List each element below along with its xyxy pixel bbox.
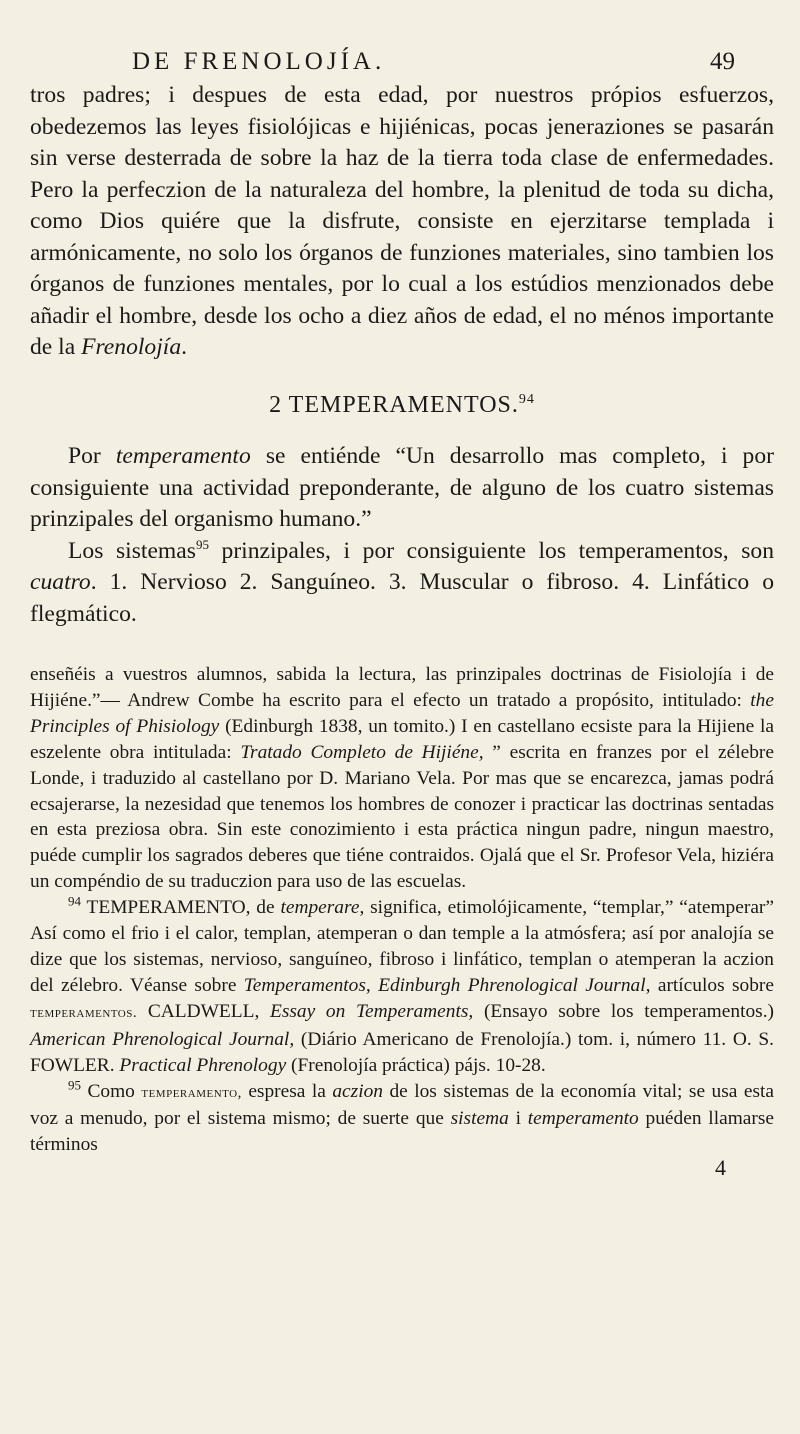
section-heading xyxy=(30,390,774,422)
footnote-ref-95: 95 xyxy=(195,536,209,552)
page-number: 49 xyxy=(710,48,735,75)
fn94-g: CALDWELL, xyxy=(137,1000,270,1022)
fn95-f: sistema xyxy=(450,1108,509,1130)
footnotes xyxy=(30,662,775,1181)
definition-paragraph xyxy=(30,441,774,536)
fn-cont-a: enseñéis a vuestros alumnos, sabida la lectura, las prinzipales doctrinas de Fisiolojía i de Hijiéne.”— Andrew Combe ha escrito para el efecto un tratado a propósito, intitulado: xyxy=(30,664,774,711)
footnote-95 xyxy=(30,1079,774,1159)
fn-cont-e: ” escrita en franzes por el zélebre Londe, i traduzido al castellano por D. Mariano Vela. Por mas que se encarezca, jamas podrá ecsajerarse, la nezesidad que tenemos los hombres de conozer i practicar las doctrinas sentadas en esta preziosa obra. Sin este conozimiento i esta práctica ningun padre, ningun maestro, puéde cumplir los sagrados deberes que tiéne contraidos. Ojalá que el Sr. Profesor Vela, hiziéra un compéndio de su traduczion para uso de las escuelas. xyxy=(30,741,774,893)
fn94-f: temperamentos. xyxy=(30,1004,138,1021)
systems-count: cuatro xyxy=(30,569,91,595)
footnote-continuation xyxy=(30,662,774,895)
intro-text: tros padres; i despues de esta edad, por nuestros própios esfuerzos, obedezemos las leyes fisiolójicas e hijiénicas, pocas jeneraziones se pasarán sin verse desterrada de sobre la haz de la tierra toda clase de enfermedades. Pero la perfeczion de la naturaleza del hombre, la plenitud de toda su dicha, como Dios quiére que la disfrute, consiste en ejerzitarse templada i armónicamente, no solo los órganos de funziones materiales, sino tambien los órganos de funziones mentales, por lo cual a los estúdios menzionados debe añadir el hombre, desde los ocho a diez años de edad, el no ménos importante de la xyxy=(30,82,774,360)
systems-middle: prinzipales, i por consiguiente los temperamentos, son xyxy=(208,537,774,564)
definition-term: temperamento xyxy=(115,443,251,469)
fn95-a: Como xyxy=(81,1080,142,1102)
fn94-j: American Phrenological Journal, xyxy=(30,1028,295,1050)
fn94-b: temperare xyxy=(280,897,360,919)
fn-cont-c: (Edinburgh 1838, un tomito.) I en castellano ecsiste para la Hijiene la eszelente obra intitulada: xyxy=(30,715,775,763)
footnote-94 xyxy=(30,895,774,1078)
fn94-k: (Diário Americano de Frenolojía.) tom. i, número 11. O. S. FOWLER. xyxy=(30,1028,774,1076)
running-title: DE FRENOLOJÍA. xyxy=(132,48,386,75)
signature-mark: 4 xyxy=(715,1155,726,1181)
fn95-h: temperamento xyxy=(527,1108,639,1130)
fn94-h: Essay on Temperaments, xyxy=(270,1000,474,1022)
fn94-a: TEMPERAMENTO, de xyxy=(81,897,281,919)
intro-italic: Frenolojía xyxy=(81,334,182,360)
fn94-c: , significa, etimolójicamente, “templar,” “atemperar” Así como el frio i el calor, templan, atemperan o dan temple a la atmósfera; así por analojía se dize que los sistemas, nervioso, sanguíneo, fibroso i linfático, templan o atemperan la aczion del zélebro. Véanse sobre xyxy=(30,897,774,996)
fn95-d: aczion xyxy=(332,1080,383,1102)
fn94-e: artículos sobre xyxy=(650,974,774,996)
systems-rest: . 1. Nervioso 2. Sanguíneo. 3. Muscular o fibroso. 4. Linfático o flegmático. xyxy=(30,569,774,627)
fn95-i: puéden llamarse términos xyxy=(30,1108,774,1156)
fn94-m: (Frenolojía práctica) pájs. 10-28. xyxy=(286,1054,546,1076)
intro-end: . xyxy=(181,334,188,360)
fn95-c: espresa la xyxy=(241,1080,333,1102)
fn94-i: (Ensayo sobre los temperamentos.) xyxy=(473,1000,774,1022)
fn95-e: de los sistemas de la economía vital; se usa esta voz a menudo, por el sistema mismo; de suerte que xyxy=(30,1080,774,1130)
running-head xyxy=(30,40,774,80)
fn-cont-title-en: the Principles of Phisiology xyxy=(30,689,774,737)
definition-start: Por xyxy=(68,443,116,469)
footnote-94-number: 94 xyxy=(68,893,81,909)
footnote-95-number: 95 xyxy=(68,1077,81,1093)
fn95-b: temperamento, xyxy=(141,1084,242,1101)
main-text xyxy=(30,80,774,630)
fn95-g: i xyxy=(508,1108,528,1130)
intro-paragraph xyxy=(30,80,774,364)
fn-cont-title-es: Tratado Completo de Hijiéne, xyxy=(240,741,484,763)
footnote-ref-94: 94 xyxy=(518,391,535,407)
definition-rest: se entiénde “Un desarrollo mas completo, i por consiguiente una actividad preponderante, de alguno de los cuatro sistemas prinzipales del organismo humano.” xyxy=(30,443,774,532)
systems-paragraph xyxy=(30,536,774,631)
fn94-d: Temperamentos, Edinburgh Phrenological Journal, xyxy=(243,974,651,996)
systems-start: Los sistemas xyxy=(68,537,196,564)
section-heading-text: 2 TEMPERAMENTOS. xyxy=(269,391,519,418)
fn94-l: Practical Phrenology xyxy=(119,1054,287,1076)
